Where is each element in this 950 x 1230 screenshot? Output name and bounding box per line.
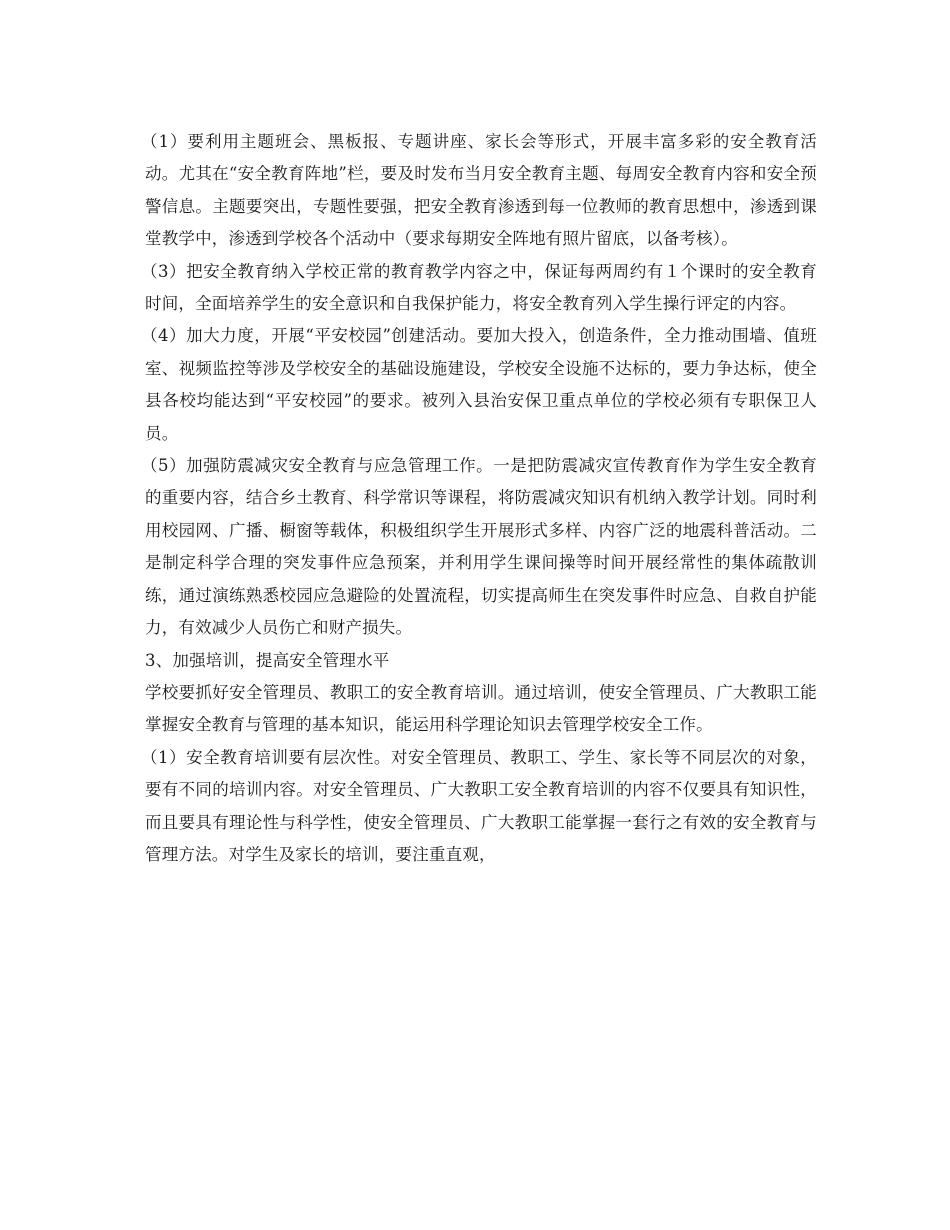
paragraph-item-3: （3）把安全教育纳入学校正常的教育教学内容之中，保证每两周约有１个课时的安全教育时间，全面培养学生的安全意识和自我保护能力，将安全教育列入学生操行评定的内容。 <box>141 261 817 314</box>
paragraph-training-intro: 学校要抓好安全管理员、教职工的安全教育培训。通过培训，使安全管理员、广大教职工能掌握安全教育与管理的基本知识，能运用科学理论知识去管理学校安全工作。 <box>145 682 817 735</box>
section-heading: 3、加强培训，提高安全管理水平 <box>145 650 390 670</box>
paragraph-item-4: （4）加大力度，开展“平安校园”创建活动。要加大投入，创造条件，全力推动围墙、值班室、视频监控等涉及学校安全的基础设施建设，学校安全设施不达标的，要力争达标，使全县各校均能达到“平安校园”的要求。被列入县治安保卫重点单位的学校必须有专职保卫人员。 <box>141 326 817 443</box>
paragraph-item-5: （5）加强防震减灾安全教育与应急管理工作。一是把防震减灾宣传教育作为学生安全教育的重要内容，结合乡土教育、科学常识等课程，将防震减灾知识有机纳入教学计划。同时利用校园网、广播、橱窗等载体，积极组织学生开展形式多样、内容广泛的地震科普活动。二是制定科学合理的突发事件应急预案，并利用学生课间操等时间开展经常性的集体疏散训练，通过演练熟悉校园应急避险的处置流程，切实提高师生在突发事件时应急、自救自护能力，有效减少人员伤亡和财产损失。 <box>141 456 817 638</box>
paragraph-item-1: （1）要利用主题班会、黑板报、专题讲座、家长会等形式，开展丰富多彩的安全教育活动。尤其在“安全教育阵地”栏，要及时发布当月安全教育主题、每周安全教育内容和安全预警信息。主题要突出，专题性要强，把安全教育渗透到每一位教师的教育思想中，渗透到课堂教学中，渗透到学校各个活动中（要求每期安全阵地有照片留底，以备考核）。 <box>141 132 817 249</box>
document-body <box>141 126 817 871</box>
paragraph-training-item-1: （1）安全教育培训要有层次性。对安全管理员、教职工、学生、家长等不同层次的对象，要有不同的培训内容。对安全管理员、广大教职工安全教育培训的内容不仅要具有知识性，而且要具有理论性与科学性，使安全管理员、广大教职工能掌握一套行之有效的安全教育与管理方法。对学生及家长的培训，要注重直观， <box>141 747 817 864</box>
